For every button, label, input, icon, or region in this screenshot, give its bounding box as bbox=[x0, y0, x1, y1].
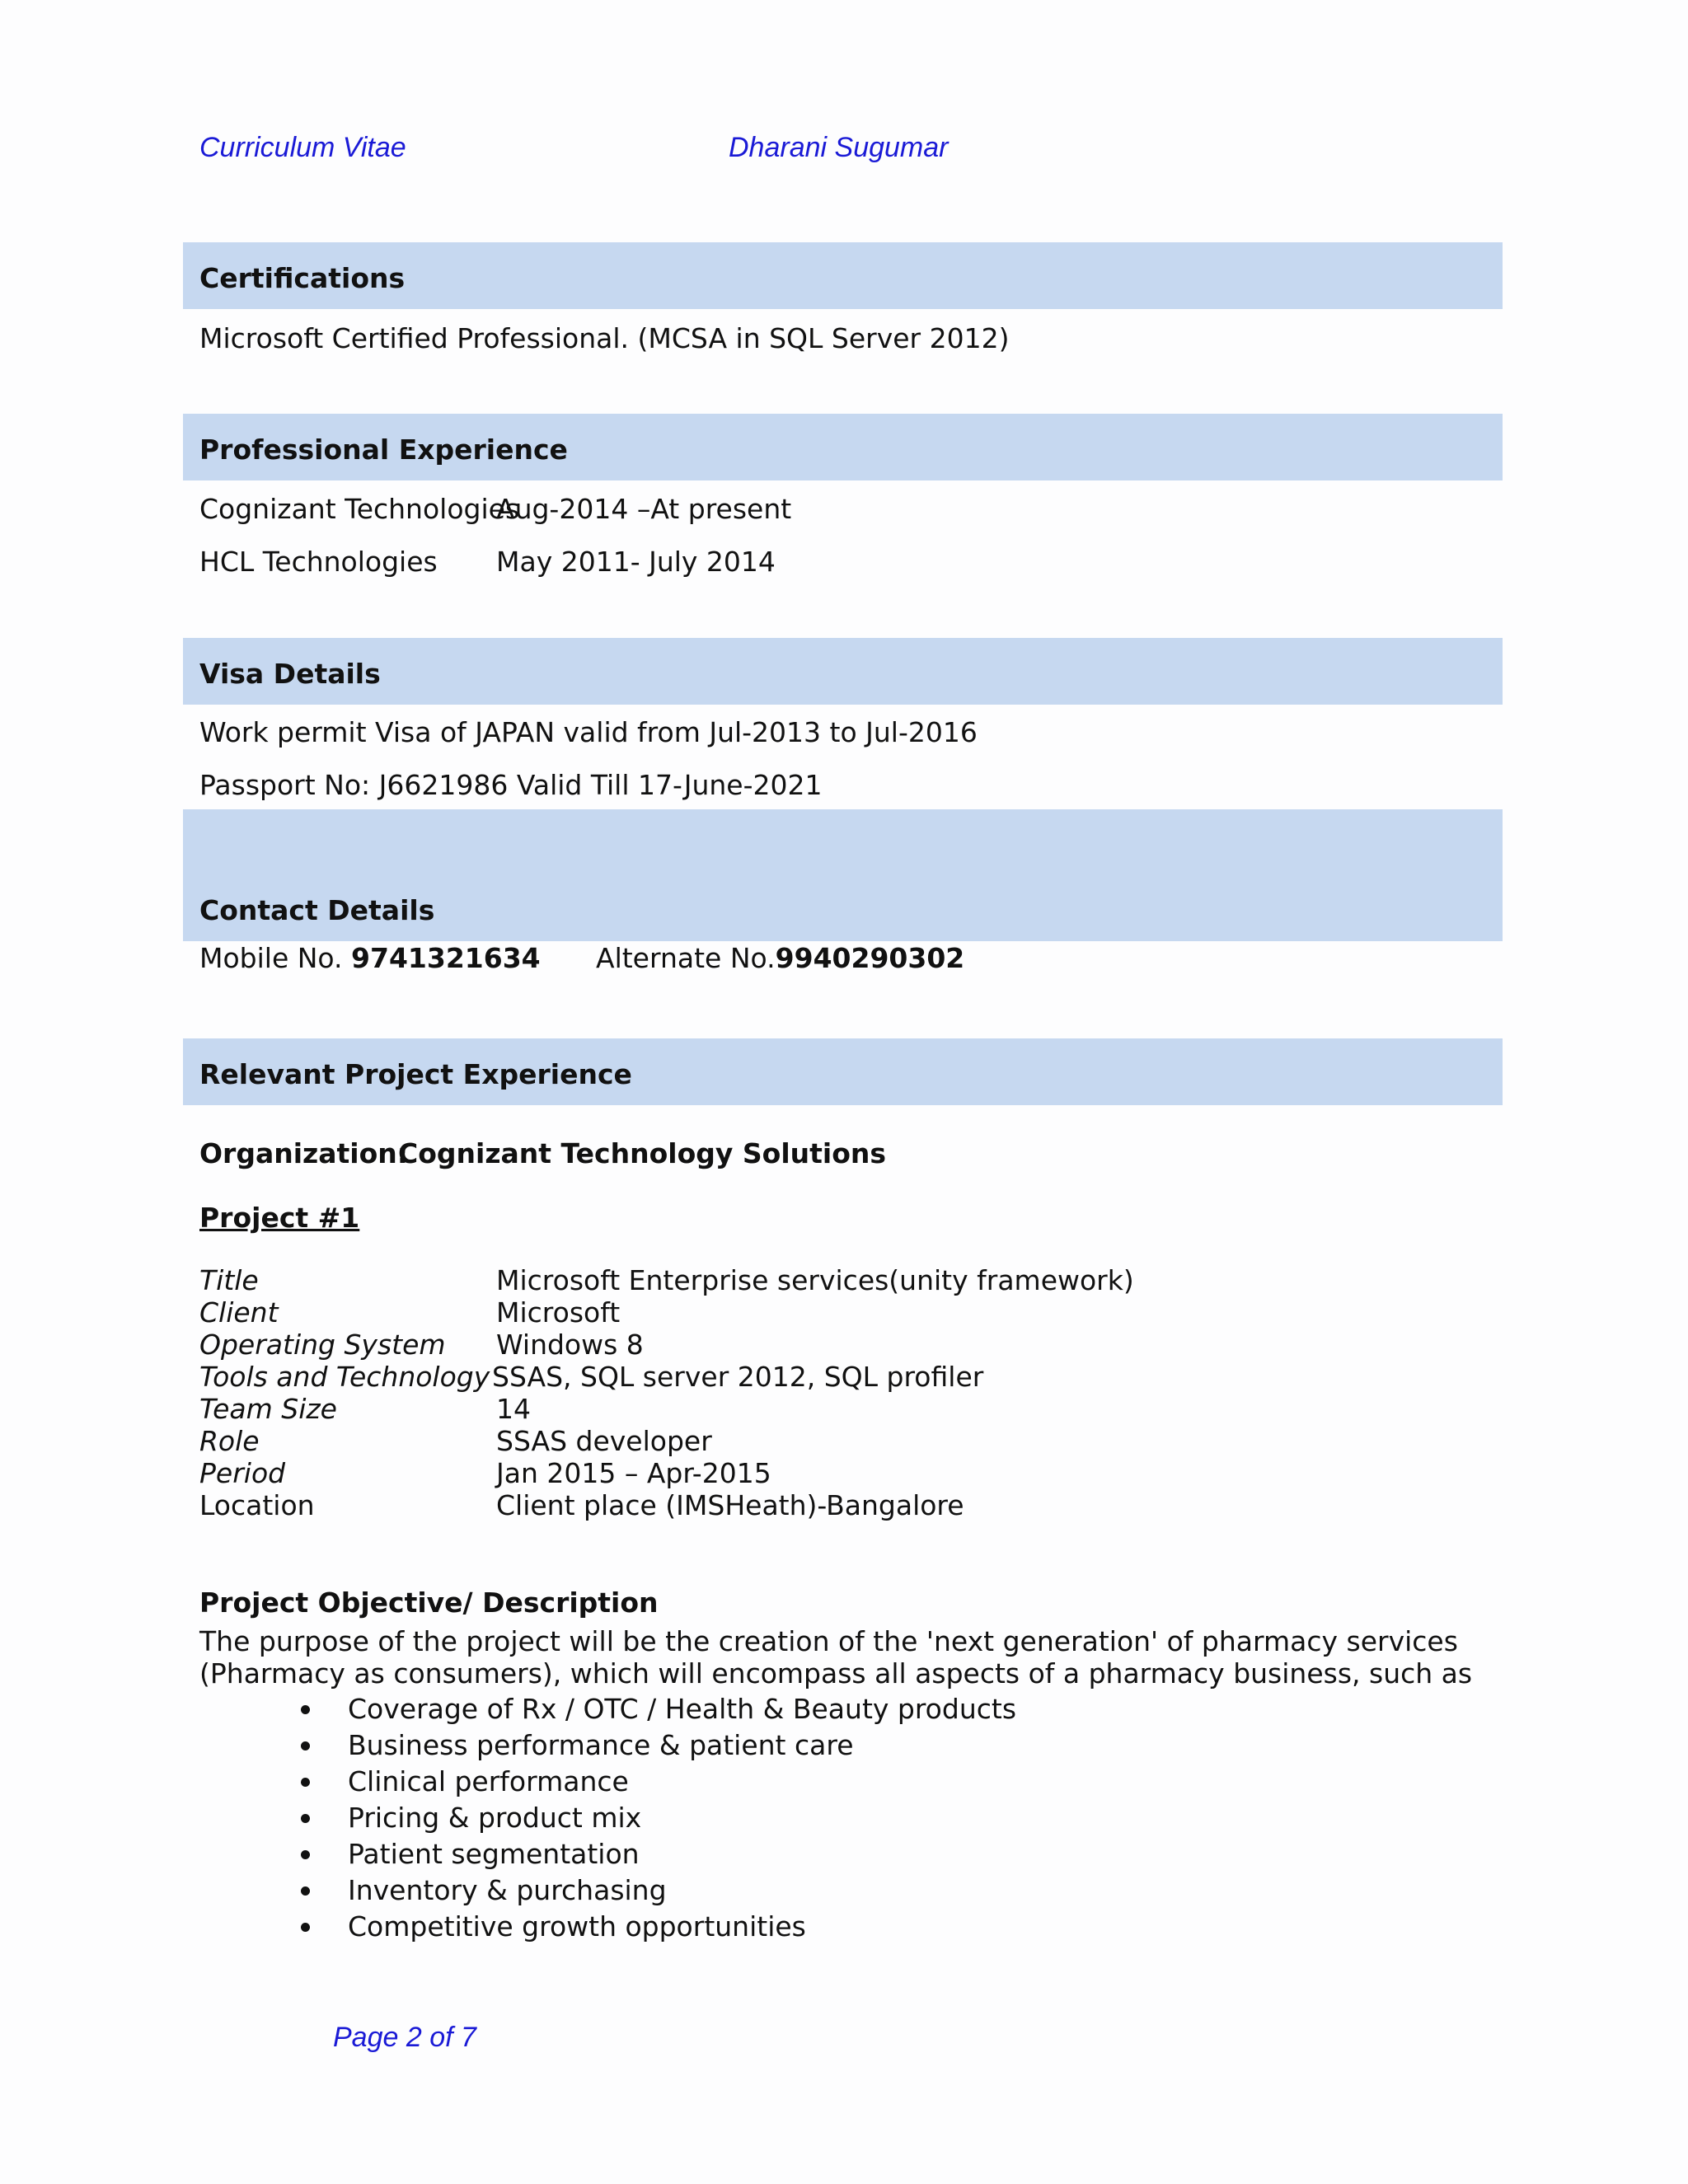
contact-title: Contact Details bbox=[199, 894, 435, 926]
project-detail-tools bbox=[199, 1361, 1436, 1393]
project-detail-role bbox=[199, 1425, 1436, 1457]
bullet-text: Inventory & purchasing bbox=[348, 1874, 667, 1906]
detail-value: SSAS developer bbox=[496, 1425, 712, 1457]
bullet-icon bbox=[301, 1886, 310, 1896]
experience-title: Professional Experience bbox=[199, 434, 568, 466]
contact-section-header bbox=[183, 809, 1503, 941]
detail-key: Title bbox=[199, 1264, 259, 1296]
objective-heading: Project Objective/ Description bbox=[199, 1586, 659, 1619]
mobile-label: Mobile No. bbox=[199, 942, 352, 974]
detail-value: Jan 2015 – Apr-2015 bbox=[496, 1457, 771, 1489]
bullet-icon bbox=[301, 1705, 310, 1714]
detail-value: Microsoft Enterprise services(unity framework) bbox=[496, 1264, 1134, 1296]
detail-key: Role bbox=[199, 1425, 260, 1457]
list-item bbox=[199, 1836, 1016, 1872]
visa-section-header bbox=[183, 638, 1503, 705]
visa-line-work-permit: Work permit Visa of JAPAN valid from Jul-2013 to Jul-2016 bbox=[199, 716, 978, 748]
list-item bbox=[199, 1691, 1016, 1727]
detail-value: SSAS, SQL server 2012, SQL profiler bbox=[492, 1361, 984, 1393]
experience-section-header bbox=[183, 414, 1503, 480]
bullet-icon bbox=[301, 1850, 310, 1859]
project-detail-title bbox=[199, 1264, 1436, 1296]
bullet-icon bbox=[301, 1778, 310, 1787]
certification-text: Microsoft Certified Professional. (MCSA in SQL Server 2012) bbox=[199, 322, 1010, 354]
detail-key: Period bbox=[199, 1457, 286, 1489]
experience-company-2: HCL Technologies bbox=[199, 546, 438, 578]
experience-period-1: Aug-2014 –At present bbox=[496, 493, 792, 525]
project-detail-location bbox=[199, 1489, 1436, 1521]
objective-bullet-list bbox=[199, 1691, 1016, 1945]
project-detail-period bbox=[199, 1457, 1436, 1489]
alternate-label: Alternate No. bbox=[596, 942, 776, 974]
detail-key: Client bbox=[199, 1296, 279, 1329]
experience-company-1: Cognizant Technologies bbox=[199, 493, 520, 525]
objective-text: The purpose of the project will be the creation of the 'next generation' of pharmacy services (Pharmacy as consumers), which will encompass all aspects of a pharmacy business, such as bbox=[199, 1625, 1473, 1690]
mobile-number: 9741321634 bbox=[351, 942, 541, 974]
list-item bbox=[199, 1909, 1016, 1945]
detail-value: 14 bbox=[496, 1393, 531, 1425]
list-item bbox=[199, 1872, 1016, 1909]
bullet-text: Patient segmentation bbox=[348, 1838, 640, 1870]
detail-value: Windows 8 bbox=[496, 1329, 644, 1361]
list-item bbox=[199, 1764, 1016, 1800]
page-number: Page 2 of 7 bbox=[333, 2022, 476, 2053]
detail-key: Location bbox=[199, 1489, 315, 1521]
bullet-icon bbox=[301, 1923, 310, 1932]
organization-label: Organization: bbox=[199, 1137, 408, 1169]
list-item bbox=[199, 1800, 1016, 1836]
bullet-text: Clinical performance bbox=[348, 1765, 629, 1797]
certifications-title: Certifications bbox=[199, 262, 406, 294]
projects-title: Relevant Project Experience bbox=[199, 1058, 632, 1090]
visa-title: Visa Details bbox=[199, 658, 381, 690]
projects-section-header bbox=[183, 1038, 1503, 1105]
project-detail-os bbox=[199, 1329, 1436, 1361]
bullet-text: Pricing & product mix bbox=[348, 1802, 642, 1834]
detail-value: Client place (IMSHeath)-Bangalore bbox=[496, 1489, 964, 1521]
contact-alternate bbox=[596, 944, 964, 972]
project-detail-team-size bbox=[199, 1393, 1436, 1425]
bullet-text: Coverage of Rx / OTC / Health & Beauty products bbox=[348, 1693, 1017, 1725]
detail-key: Tools and Technology bbox=[199, 1361, 490, 1393]
bullet-text: Business performance & patient care bbox=[348, 1729, 854, 1761]
alternate-number: 9940290302 bbox=[775, 942, 965, 974]
detail-key: Team Size bbox=[199, 1393, 337, 1425]
detail-key: Operating System bbox=[199, 1329, 446, 1361]
contact-mobile bbox=[199, 944, 541, 972]
list-item bbox=[199, 1727, 1016, 1764]
bullet-icon bbox=[301, 1814, 310, 1823]
visa-line-passport: Passport No: J6621986 Valid Till 17-June-2021 bbox=[199, 769, 823, 801]
bullet-text: Competitive growth opportunities bbox=[348, 1910, 806, 1943]
certifications-section-header bbox=[183, 242, 1503, 309]
bullet-icon bbox=[301, 1741, 310, 1750]
organization-value: Cognizant Technology Solutions bbox=[398, 1137, 887, 1169]
project-detail-client bbox=[199, 1296, 1436, 1329]
project-heading: Project #1 bbox=[199, 1202, 360, 1234]
header-person-name: Dharani Sugumar bbox=[729, 132, 949, 163]
header-document-type: Curriculum Vitae bbox=[199, 132, 406, 163]
experience-period-2: May 2011- July 2014 bbox=[496, 546, 776, 578]
detail-value: Microsoft bbox=[496, 1296, 621, 1329]
